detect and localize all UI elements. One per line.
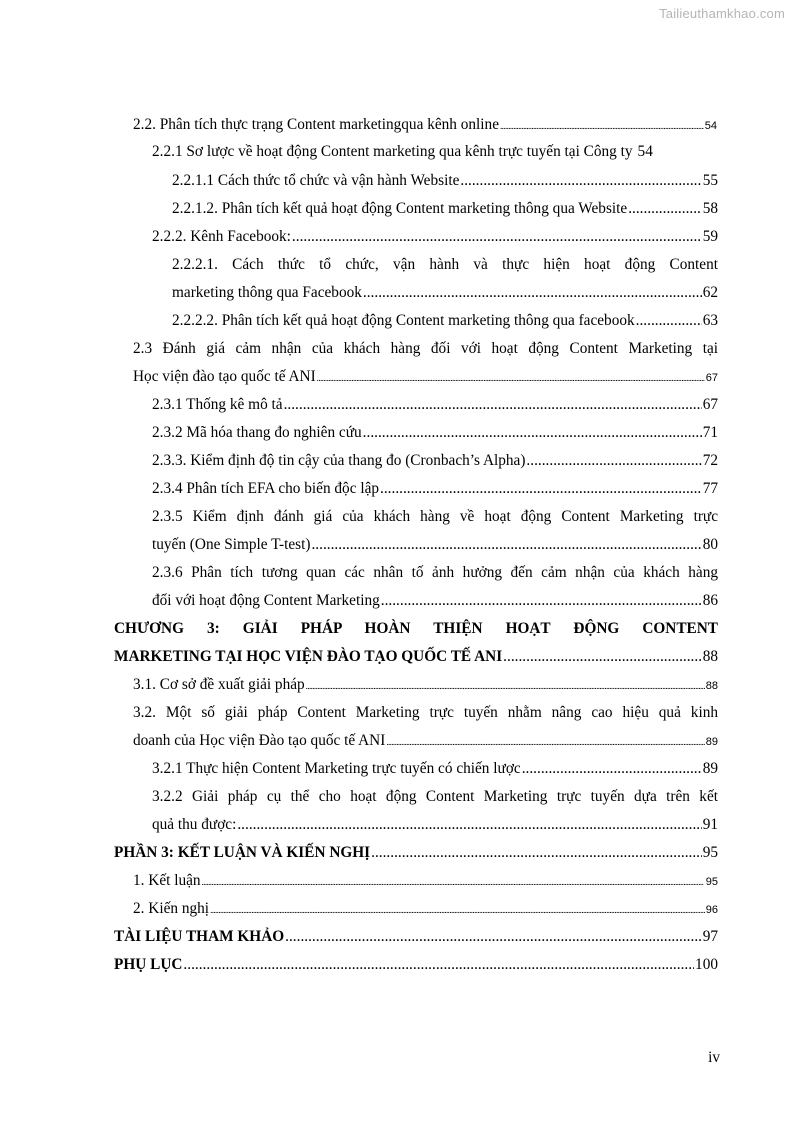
toc-entry-page: 59 xyxy=(702,228,718,245)
toc-leader-dots xyxy=(311,535,701,555)
toc-entry-title-line1: 2.3 Đánh giá cảm nhận của khách hàng đối với hoạt động Content Marketing tại xyxy=(133,340,718,357)
toc-entry[interactable] xyxy=(152,591,718,611)
toc-entry-page: 96 xyxy=(705,904,718,916)
toc-entry-title: 2.3.3. Kiểm định độ tin cậy của thang đo (Cronbach’s Alpha) xyxy=(152,452,526,469)
toc-leader-dots xyxy=(371,843,702,863)
toc-entry-title: 2.2.2. Kênh Facebook: xyxy=(152,228,291,245)
toc-entry-page: 88 xyxy=(705,680,718,692)
toc-leader-dots xyxy=(202,872,705,892)
toc-entry[interactable] xyxy=(152,423,718,443)
toc-entry[interactable] xyxy=(133,871,718,891)
toc-entry-page: 71 xyxy=(702,424,718,441)
toc-entry-title: 2.2. Phân tích thực trạng Content marketingqua kênh online xyxy=(133,116,499,133)
toc-entry-title: TÀI LIỆU THAM KHẢO xyxy=(114,928,285,945)
toc-entry-page: 62 xyxy=(702,284,718,301)
toc-entry-page: 54 xyxy=(704,120,717,132)
toc-entry-title: 2.2.1.1 Cách thức tổ chức và vận hành Website xyxy=(172,172,460,189)
toc-entry-title: đối với hoạt động Content Marketing xyxy=(152,592,380,609)
toc-chapter-entry[interactable] xyxy=(114,647,718,667)
toc-leader-dots xyxy=(210,900,705,920)
toc-entry-first-line xyxy=(172,255,718,275)
toc-entry-title: Học viện đào tạo quốc tế ANI xyxy=(133,368,316,385)
toc-entry[interactable] xyxy=(172,283,718,303)
toc-entry-first-line xyxy=(152,787,718,807)
toc-entry[interactable] xyxy=(152,142,718,162)
toc-entry-page: 95 xyxy=(705,876,718,888)
toc-entry-page: 97 xyxy=(702,928,718,945)
toc-entry-title: 3.2.1 Thực hiện Content Marketing trực tuyến có chiến lược xyxy=(152,760,521,777)
toc-chapter-first-line xyxy=(114,619,718,639)
toc-entry-title-line1: 2.3.5 Kiểm định đánh giá của khách hàng về hoạt động Content Marketing trực xyxy=(152,508,718,525)
toc-entry[interactable] xyxy=(133,675,718,695)
toc-entry[interactable] xyxy=(133,731,718,751)
toc-chapter-title-line1: CHƯƠNG 3: GIẢI PHÁP HOÀN THIỆN HOẠT ĐỘNG CONTENT xyxy=(114,620,718,637)
toc-leader-dots xyxy=(386,732,704,752)
toc-entry-page: 55 xyxy=(702,172,718,189)
toc-entry-title-line1: 3.2. Một số giải pháp Content Marketing trực tuyến nhằm nâng cao hiệu quả kinh xyxy=(133,704,718,721)
toc-part-entry[interactable] xyxy=(114,955,718,975)
toc-entry-title: 3.1. Cơ sở đề xuất giải pháp xyxy=(133,676,305,693)
toc-entry-title-line1: 3.2.2 Giải pháp cụ thể cho hoạt động Content Marketing trực tuyến dựa trên kết xyxy=(152,788,718,805)
toc-leader-dots xyxy=(363,423,702,443)
toc-entry-title: 2.2.1 Sơ lược về hoạt động Content marketing qua kênh trực tuyến tại Công ty xyxy=(152,143,633,160)
toc-entry-title: PHỤ LỤC xyxy=(114,956,183,973)
watermark-text: Tailieuthamkhao.com xyxy=(659,6,785,21)
toc-entry-page: 100 xyxy=(695,956,718,973)
toc-entry-first-line xyxy=(133,339,718,359)
toc-leader-dots xyxy=(317,368,705,388)
toc-leader-dots xyxy=(500,116,704,136)
toc-entry-title: 2.3.4 Phân tích EFA cho biến độc lập xyxy=(152,480,380,497)
toc-leader-dots xyxy=(237,815,701,835)
toc-entry-page: 80 xyxy=(702,536,718,553)
toc-leader-dots xyxy=(628,199,702,219)
toc-leader-dots xyxy=(285,927,702,947)
toc-leader-dots xyxy=(636,311,702,331)
toc-entry-page: 67 xyxy=(705,372,718,384)
toc-leader-dots xyxy=(381,591,702,611)
toc-entry-page: 63 xyxy=(702,312,718,329)
toc-leader-dots xyxy=(306,676,705,696)
toc-entry-title: marketing thông qua Facebook xyxy=(172,284,362,301)
toc-entry-title: 2.2.2.2. Phân tích kết quả hoạt động Content marketing thông qua facebook xyxy=(172,312,635,329)
toc-entry-page: 88 xyxy=(702,648,718,665)
toc-entry-first-line xyxy=(133,703,718,723)
toc-leader-dots xyxy=(363,283,702,303)
toc-leader-dots xyxy=(522,759,702,779)
toc-entry-page: 54 xyxy=(637,143,653,160)
toc-entry[interactable] xyxy=(133,115,717,135)
toc-entry-title: 2.3.2 Mã hóa thang đo nghiên cứu xyxy=(152,424,362,441)
toc-entry[interactable] xyxy=(133,367,718,387)
toc-entry[interactable] xyxy=(152,535,718,555)
toc-entry-page: 86 xyxy=(702,592,718,609)
toc-entry-page: 95 xyxy=(702,844,718,861)
toc-entry[interactable] xyxy=(152,395,718,415)
toc-entry-page: 89 xyxy=(705,736,718,748)
toc-entry[interactable] xyxy=(172,171,718,191)
toc-part-entry[interactable] xyxy=(114,843,718,863)
toc-entry[interactable] xyxy=(152,227,718,247)
toc-entry-title: PHẦN 3: KẾT LUẬN VÀ KIẾN NGHỊ xyxy=(114,844,371,861)
toc-leader-dots xyxy=(284,395,702,415)
toc-entry[interactable] xyxy=(172,199,718,219)
toc-entry-title: 1. Kết luận xyxy=(133,872,201,889)
toc-entry-title: MARKETING TẠI HỌC VIỆN ĐÀO TẠO QUỐC TẾ ANI xyxy=(114,648,503,665)
toc-leader-dots xyxy=(503,647,702,667)
toc-entry-page: 72 xyxy=(702,452,718,469)
toc-entry-page: 89 xyxy=(702,760,718,777)
toc-entry[interactable] xyxy=(152,815,718,835)
toc-entry-title: tuyến (One Simple T-test) xyxy=(152,536,311,553)
toc-entry-page: 91 xyxy=(702,816,718,833)
toc-entry[interactable] xyxy=(152,451,718,471)
toc-part-entry[interactable] xyxy=(114,927,718,947)
toc-entry-page: 77 xyxy=(702,480,718,497)
toc-entry-title: doanh của Học viện Đào tạo quốc tế ANI xyxy=(133,732,386,749)
toc-leader-dots xyxy=(526,451,701,471)
toc-entry-first-line xyxy=(152,507,718,527)
toc-leader-dots xyxy=(183,955,694,975)
toc-leader-dots xyxy=(292,227,702,247)
toc-entry-title: 2. Kiến nghị xyxy=(133,900,210,917)
toc-entry[interactable] xyxy=(152,759,718,779)
toc-entry-first-line xyxy=(152,563,718,583)
toc-entry-title: quả thu được: xyxy=(152,816,237,833)
toc-leader-dots xyxy=(380,479,702,499)
toc-entry-page: 58 xyxy=(702,200,718,217)
toc-entry-title: 2.3.1 Thống kê mô tả xyxy=(152,396,283,413)
toc-entry-title-line1: 2.2.2.1. Cách thức tổ chức, vận hành và thực hiện hoạt động Content xyxy=(172,256,718,273)
toc-entry-title-line1: 2.3.6 Phân tích tương quan các nhân tố ảnh hưởng đến cảm nhận của khách hàng xyxy=(152,564,718,581)
toc-entry[interactable] xyxy=(133,899,718,919)
page-number: iv xyxy=(708,1049,720,1066)
toc-entry[interactable] xyxy=(152,479,718,499)
toc-entry-title: 2.2.1.2. Phân tích kết quả hoạt động Content marketing thông qua Website xyxy=(172,200,628,217)
toc-entry-page: 67 xyxy=(702,396,718,413)
toc-leader-dots xyxy=(460,171,701,191)
toc-entry[interactable] xyxy=(172,311,718,331)
